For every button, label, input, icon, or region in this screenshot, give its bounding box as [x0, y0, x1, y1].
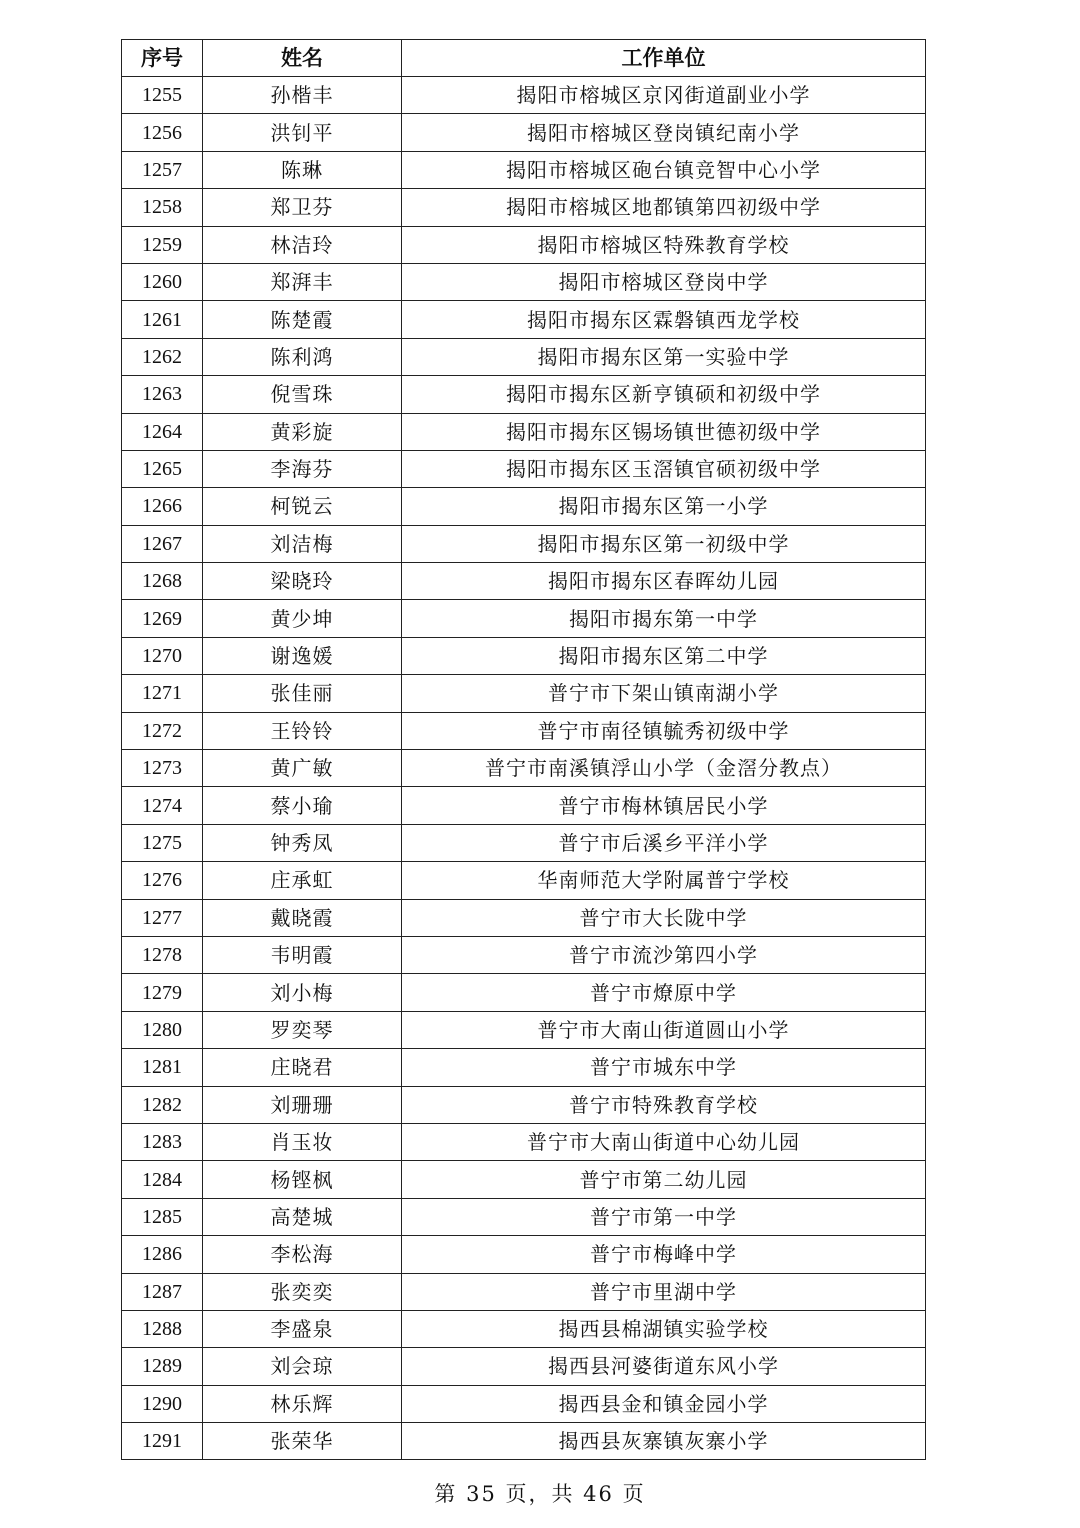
workplace-cell: 普宁市城东中学: [402, 1049, 926, 1086]
workplace-cell: 普宁市大长陇中学: [402, 899, 926, 936]
workplace-cell: 普宁市特殊教育学校: [402, 1086, 926, 1123]
table-row: [122, 450, 926, 487]
serial-number-cell: 1257: [122, 151, 203, 188]
workplace-cell: 揭阳市揭东第一中学: [402, 600, 926, 637]
workplace-cell: 普宁市第二幼儿园: [402, 1161, 926, 1198]
workplace-cell: 揭西县金和镇金园小学: [402, 1385, 926, 1422]
name-cell: 陈琳: [203, 151, 402, 188]
serial-number-cell: 1284: [122, 1161, 203, 1198]
serial-number-cell: 1282: [122, 1086, 203, 1123]
table-row: [122, 1385, 926, 1422]
table-row: [122, 413, 926, 450]
serial-number-cell: 1273: [122, 750, 203, 787]
name-cell: 刘洁梅: [203, 525, 402, 562]
serial-number-cell: 1289: [122, 1348, 203, 1385]
table-row: [122, 936, 926, 973]
serial-number-cell: 1288: [122, 1310, 203, 1347]
table-row: [122, 675, 926, 712]
serial-number-cell: 1279: [122, 974, 203, 1011]
workplace-cell: 揭西县河婆街道东风小学: [402, 1348, 926, 1385]
name-cell: 张荣华: [203, 1423, 402, 1460]
workplace-cell: 揭阳市揭东区玉滘镇官硕初级中学: [402, 450, 926, 487]
table-row: [122, 1011, 926, 1048]
serial-number-cell: 1261: [122, 301, 203, 338]
table-row: [122, 376, 926, 413]
workplace-cell: 揭阳市揭东区第一小学: [402, 488, 926, 525]
serial-number-cell: 1283: [122, 1123, 203, 1160]
name-cell: 李松海: [203, 1236, 402, 1273]
name-cell: 郑卫芬: [203, 189, 402, 226]
table-row: [122, 899, 926, 936]
serial-number-cell: 1277: [122, 899, 203, 936]
name-cell: 黄彩旋: [203, 413, 402, 450]
table-row: [122, 1236, 926, 1273]
table-row: [122, 189, 926, 226]
workplace-cell: 揭阳市揭东区新亨镇硕和初级中学: [402, 376, 926, 413]
serial-number-cell: 1274: [122, 787, 203, 824]
workplace-cell: 普宁市南径镇毓秀初级中学: [402, 712, 926, 749]
name-cell: 张佳丽: [203, 675, 402, 712]
table-row: [122, 1273, 926, 1310]
serial-number-cell: 1260: [122, 263, 203, 300]
name-cell: 林乐辉: [203, 1385, 402, 1422]
name-cell: 孙楷丰: [203, 77, 402, 114]
workplace-cell: 揭阳市揭东区第二中学: [402, 637, 926, 674]
staff-table: [121, 39, 926, 1460]
workplace-cell: 揭阳市揭东区春晖幼儿园: [402, 563, 926, 600]
serial-number-cell: 1269: [122, 600, 203, 637]
table-row: [122, 1310, 926, 1347]
header-name: 姓名: [203, 40, 402, 77]
workplace-cell: 普宁市后溪乡平洋小学: [402, 824, 926, 861]
table-row: [122, 1123, 926, 1160]
name-cell: 张奕奕: [203, 1273, 402, 1310]
name-cell: 洪钊平: [203, 114, 402, 151]
serial-number-cell: 1259: [122, 226, 203, 263]
workplace-cell: 普宁市流沙第四小学: [402, 936, 926, 973]
serial-number-cell: 1266: [122, 488, 203, 525]
table-row: [122, 226, 926, 263]
workplace-cell: 普宁市大南山街道中心幼儿园: [402, 1123, 926, 1160]
page-number-footer: 第 35 页，共 46 页: [434, 1482, 646, 1506]
table-row: [122, 712, 926, 749]
serial-number-cell: 1278: [122, 936, 203, 973]
workplace-cell: 揭阳市揭东区第一实验中学: [402, 338, 926, 375]
table-row: [122, 525, 926, 562]
name-cell: 梁晓玲: [203, 563, 402, 600]
name-cell: 王铃铃: [203, 712, 402, 749]
document-page: [121, 39, 925, 1460]
name-cell: 谢逸媛: [203, 637, 402, 674]
workplace-cell: 普宁市下架山镇南湖小学: [402, 675, 926, 712]
name-cell: 陈楚霞: [203, 301, 402, 338]
workplace-cell: 普宁市南溪镇浮山小学（金滘分教点）: [402, 750, 926, 787]
table-row: [122, 637, 926, 674]
table-row: [122, 77, 926, 114]
serial-number-cell: 1264: [122, 413, 203, 450]
name-cell: 李盛泉: [203, 1310, 402, 1347]
workplace-cell: 揭阳市榕城区砲台镇竞智中心小学: [402, 151, 926, 188]
workplace-cell: 揭阳市揭东区锡场镇世德初级中学: [402, 413, 926, 450]
workplace-cell: 普宁市梅林镇居民小学: [402, 787, 926, 824]
workplace-cell: 揭阳市揭东区第一初级中学: [402, 525, 926, 562]
serial-number-cell: 1276: [122, 862, 203, 899]
table-row: [122, 563, 926, 600]
serial-number-cell: 1255: [122, 77, 203, 114]
serial-number-cell: 1268: [122, 563, 203, 600]
name-cell: 黄广敏: [203, 750, 402, 787]
table-row: [122, 114, 926, 151]
workplace-cell: 普宁市燎原中学: [402, 974, 926, 1011]
workplace-cell: 普宁市梅峰中学: [402, 1236, 926, 1273]
serial-number-cell: 1275: [122, 824, 203, 861]
name-cell: 陈利鸿: [203, 338, 402, 375]
name-cell: 庄晓君: [203, 1049, 402, 1086]
serial-number-cell: 1271: [122, 675, 203, 712]
table-row: [122, 787, 926, 824]
serial-number-cell: 1258: [122, 189, 203, 226]
workplace-cell: 华南师范大学附属普宁学校: [402, 862, 926, 899]
header-workplace: 工作单位: [402, 40, 926, 77]
table-row: [122, 488, 926, 525]
serial-number-cell: 1285: [122, 1198, 203, 1235]
workplace-cell: 揭阳市榕城区特殊教育学校: [402, 226, 926, 263]
table-row: [122, 338, 926, 375]
table-row: [122, 824, 926, 861]
serial-number-cell: 1267: [122, 525, 203, 562]
serial-number-cell: 1281: [122, 1049, 203, 1086]
serial-number-cell: 1270: [122, 637, 203, 674]
name-cell: 钟秀凤: [203, 824, 402, 861]
table-row: [122, 600, 926, 637]
table-row: [122, 1086, 926, 1123]
workplace-cell: 揭阳市榕城区登岗镇纪南小学: [402, 114, 926, 151]
table-header-row: [122, 40, 926, 77]
name-cell: 戴晓霞: [203, 899, 402, 936]
name-cell: 高楚城: [203, 1198, 402, 1235]
workplace-cell: 普宁市第一中学: [402, 1198, 926, 1235]
name-cell: 刘会琼: [203, 1348, 402, 1385]
workplace-cell: 普宁市大南山街道圆山小学: [402, 1011, 926, 1048]
name-cell: 柯锐云: [203, 488, 402, 525]
table-row: [122, 1348, 926, 1385]
workplace-cell: 揭阳市榕城区京冈街道副业小学: [402, 77, 926, 114]
serial-number-cell: 1256: [122, 114, 203, 151]
serial-number-cell: 1280: [122, 1011, 203, 1048]
table-row: [122, 974, 926, 1011]
workplace-cell: 揭西县棉湖镇实验学校: [402, 1310, 926, 1347]
serial-number-cell: 1290: [122, 1385, 203, 1422]
name-cell: 肖玉妆: [203, 1123, 402, 1160]
serial-number-cell: 1291: [122, 1423, 203, 1460]
serial-number-cell: 1263: [122, 376, 203, 413]
name-cell: 倪雪珠: [203, 376, 402, 413]
name-cell: 韦明霞: [203, 936, 402, 973]
serial-number-cell: 1272: [122, 712, 203, 749]
table-row: [122, 1161, 926, 1198]
name-cell: 刘小梅: [203, 974, 402, 1011]
name-cell: 李海芬: [203, 450, 402, 487]
serial-number-cell: 1265: [122, 450, 203, 487]
table-row: [122, 301, 926, 338]
name-cell: 杨铿枫: [203, 1161, 402, 1198]
name-cell: 林洁玲: [203, 226, 402, 263]
serial-number-cell: 1287: [122, 1273, 203, 1310]
workplace-cell: 揭西县灰寨镇灰寨小学: [402, 1423, 926, 1460]
name-cell: 罗奕琴: [203, 1011, 402, 1048]
table-row: [122, 750, 926, 787]
name-cell: 郑湃丰: [203, 263, 402, 300]
table-row: [122, 263, 926, 300]
serial-number-cell: 1286: [122, 1236, 203, 1273]
table-row: [122, 1198, 926, 1235]
workplace-cell: 揭阳市榕城区登岗中学: [402, 263, 926, 300]
name-cell: 庄承虹: [203, 862, 402, 899]
name-cell: 蔡小瑜: [203, 787, 402, 824]
name-cell: 刘珊珊: [203, 1086, 402, 1123]
table-body: [122, 77, 926, 1460]
header-serial-number: 序号: [122, 40, 203, 77]
table-row: [122, 1423, 926, 1460]
table-row: [122, 1049, 926, 1086]
name-cell: 黄少坤: [203, 600, 402, 637]
table-row: [122, 151, 926, 188]
workplace-cell: 揭阳市揭东区霖磐镇西龙学校: [402, 301, 926, 338]
workplace-cell: 揭阳市榕城区地都镇第四初级中学: [402, 189, 926, 226]
table-row: [122, 862, 926, 899]
serial-number-cell: 1262: [122, 338, 203, 375]
workplace-cell: 普宁市里湖中学: [402, 1273, 926, 1310]
